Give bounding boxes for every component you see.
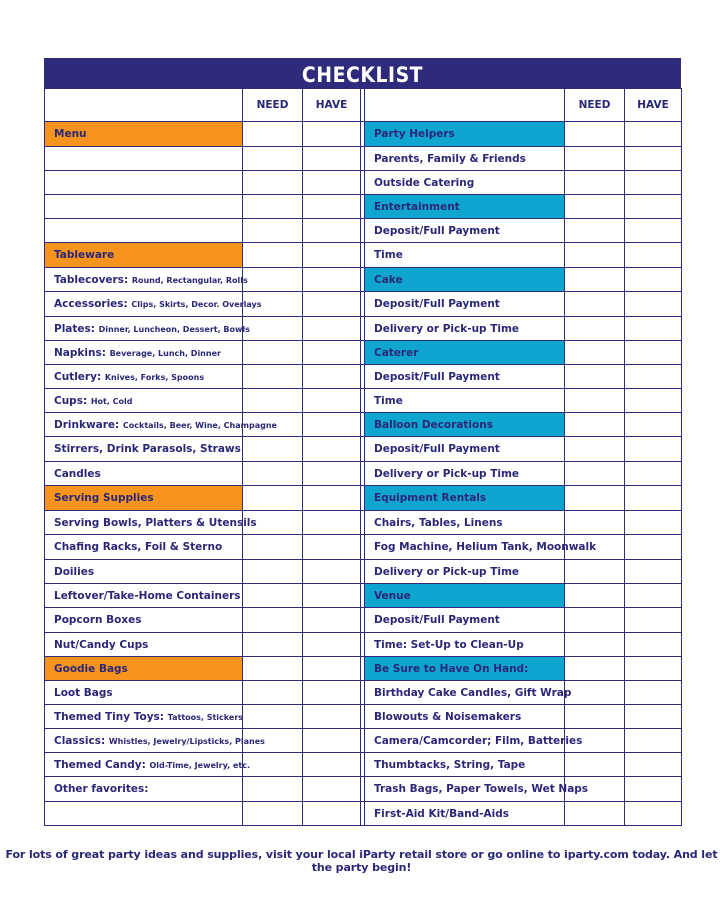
checklist-row xyxy=(45,268,682,292)
left-have-checkbox[interactable] xyxy=(303,171,361,195)
item-detail: Whistles, Jewelry/Lipsticks, Planes xyxy=(108,736,265,746)
checklist-row xyxy=(45,219,682,243)
item-detail: Cocktails, Beer, Wine, Champagne xyxy=(122,420,277,430)
checklist-row xyxy=(45,535,682,560)
item-label: Stirrers, Drink Parasols, Straws xyxy=(54,443,241,455)
right-need-checkbox[interactable] xyxy=(565,608,625,633)
right-have-checkbox[interactable] xyxy=(625,729,682,753)
right-checklist-item xyxy=(365,608,565,633)
right-checklist-item xyxy=(365,292,565,317)
right-have-header: HAVE xyxy=(625,89,682,122)
left-checklist-item xyxy=(45,437,243,462)
checklist-row xyxy=(45,147,682,171)
checklist-row xyxy=(45,122,682,147)
left-checklist-item xyxy=(45,535,243,560)
left-need-checkbox[interactable] xyxy=(243,171,303,195)
right-have-checkbox[interactable] xyxy=(625,122,682,147)
left-have-checkbox[interactable] xyxy=(303,437,361,462)
left-have-checkbox[interactable] xyxy=(303,122,361,147)
right-have-checkbox[interactable] xyxy=(625,317,682,341)
checklist-row xyxy=(45,608,682,633)
item-label: Drinkware: xyxy=(54,418,120,431)
left-checklist-item xyxy=(45,729,265,753)
item-label: Classics: xyxy=(54,734,106,747)
left-need-checkbox[interactable] xyxy=(243,389,303,413)
left-checklist-item xyxy=(45,413,277,437)
right-need-header: NEED xyxy=(565,89,625,122)
item-label: Blowouts & Noisemakers xyxy=(374,710,522,723)
item-detail: Knives, Forks, Spoons xyxy=(104,372,205,382)
left-blank-line xyxy=(45,195,243,219)
left-checklist-item xyxy=(45,268,248,292)
right-need-checkbox[interactable] xyxy=(565,511,625,535)
left-have-checkbox[interactable] xyxy=(303,657,361,681)
right-checklist-item xyxy=(365,243,565,268)
item-detail: Hot, Cold xyxy=(90,396,133,406)
right-checklist-item xyxy=(365,753,565,777)
item-label: Accessories: xyxy=(54,298,128,310)
right-need-checkbox[interactable] xyxy=(565,317,625,341)
item-label: Time: Set-Up to Clean-Up xyxy=(374,638,524,651)
right-checklist-item xyxy=(365,511,565,535)
item-label: Delivery or Pick-up Time xyxy=(374,565,520,578)
item-detail: Old-Time, Jewelry, etc. xyxy=(149,760,251,770)
left-have-checkbox[interactable] xyxy=(303,753,361,777)
left-checklist-item xyxy=(45,584,243,608)
right-have-checkbox[interactable] xyxy=(625,777,682,802)
item-label: Nut/Candy Cups xyxy=(54,638,149,651)
left-need-checkbox[interactable] xyxy=(243,341,303,365)
right-checklist-item xyxy=(365,633,565,657)
left-section-header: Goodie Bags xyxy=(45,657,243,681)
right-have-checkbox[interactable] xyxy=(625,147,682,171)
right-have-checkbox[interactable] xyxy=(625,633,682,657)
left-need-checkbox[interactable] xyxy=(243,219,303,243)
right-need-checkbox[interactable] xyxy=(565,243,625,268)
right-have-checkbox[interactable] xyxy=(625,365,682,389)
item-label: Plates: xyxy=(54,322,95,335)
left-need-checkbox[interactable] xyxy=(243,462,303,486)
left-checklist-item xyxy=(45,753,251,777)
right-checklist-item xyxy=(365,777,589,802)
left-need-checkbox[interactable] xyxy=(243,486,303,511)
left-need-checkbox[interactable] xyxy=(243,633,303,657)
item-label: Cups: xyxy=(54,394,88,407)
checklist-row xyxy=(45,633,682,657)
checklist-row xyxy=(45,802,682,826)
item-label: Deposit/Full Payment xyxy=(374,443,500,455)
item-label: Outside Catering xyxy=(374,176,475,189)
item-label: Doilies xyxy=(54,565,95,578)
right-checklist-item xyxy=(365,729,583,753)
checklist-row xyxy=(45,584,682,608)
left-checklist-item xyxy=(45,365,243,389)
right-checklist-item xyxy=(365,560,565,584)
right-checklist-item xyxy=(365,365,565,389)
left-have-checkbox[interactable] xyxy=(303,292,361,317)
left-have-checkbox[interactable] xyxy=(303,268,361,292)
checklist-sheet xyxy=(44,58,681,826)
checklist-row xyxy=(45,317,682,341)
left-need-checkbox[interactable] xyxy=(243,608,303,633)
left-blank-line xyxy=(45,147,243,171)
right-section-header: Cake xyxy=(365,268,565,292)
right-have-checkbox[interactable] xyxy=(625,535,682,560)
checklist-row xyxy=(45,486,682,511)
checklist-table xyxy=(44,88,682,826)
right-section-header: Entertainment xyxy=(365,195,565,219)
right-need-checkbox[interactable] xyxy=(565,437,625,462)
right-have-checkbox[interactable] xyxy=(625,486,682,511)
left-blank-line xyxy=(45,219,243,243)
item-label: Napkins: xyxy=(54,346,106,359)
right-have-checkbox[interactable] xyxy=(625,802,682,826)
right-section-header: Balloon Decorations xyxy=(365,413,565,437)
item-label: Candles xyxy=(54,467,101,480)
left-checklist-item xyxy=(45,511,257,535)
checklist-row xyxy=(45,389,682,413)
checklist-row xyxy=(45,365,682,389)
item-label: Trash Bags, Paper Towels, Wet Naps xyxy=(374,783,589,795)
right-have-checkbox[interactable] xyxy=(625,292,682,317)
right-need-checkbox[interactable] xyxy=(565,462,625,486)
left-need-checkbox[interactable] xyxy=(243,437,303,462)
left-need-checkbox[interactable] xyxy=(243,560,303,584)
checklist-row xyxy=(45,341,682,365)
footer-note: For lots of great party ideas and supplies, visit your local iParty retail store or go online to iparty.com today. And let the party begin! xyxy=(5,848,718,874)
item-detail: Clips, Skirts, Decor. Overlays xyxy=(131,300,262,309)
checklist-row xyxy=(45,753,682,777)
left-need-checkbox[interactable] xyxy=(243,365,303,389)
right-section-header: Venue xyxy=(365,584,565,608)
right-need-checkbox[interactable] xyxy=(565,341,625,365)
right-need-checkbox[interactable] xyxy=(565,365,625,389)
left-have-checkbox[interactable] xyxy=(303,243,361,268)
left-have-checkbox[interactable] xyxy=(303,584,361,608)
right-have-checkbox[interactable] xyxy=(625,657,682,681)
item-label: Thumbtacks, String, Tape xyxy=(374,758,526,771)
checklist-row xyxy=(45,511,682,535)
left-checklist-item xyxy=(45,292,262,317)
checklist-row xyxy=(45,705,682,729)
left-checklist-item xyxy=(45,777,243,802)
left-checklist-item xyxy=(45,462,243,486)
item-label: Popcorn Boxes xyxy=(54,614,142,626)
item-label: Themed Candy: xyxy=(54,758,146,771)
left-have-checkbox[interactable] xyxy=(303,705,361,729)
left-blank-line xyxy=(45,802,243,826)
right-need-checkbox[interactable] xyxy=(565,633,625,657)
left-need-checkbox[interactable] xyxy=(243,777,303,802)
right-section-header: Be Sure to Have On Hand: xyxy=(365,657,565,681)
checklist-row xyxy=(45,195,682,219)
right-have-checkbox[interactable] xyxy=(625,268,682,292)
left-have-checkbox[interactable] xyxy=(303,729,361,753)
right-checklist-item xyxy=(365,705,565,729)
left-have-checkbox[interactable] xyxy=(303,511,361,535)
left-checklist-item xyxy=(45,317,250,341)
right-need-checkbox[interactable] xyxy=(565,268,625,292)
right-have-checkbox[interactable] xyxy=(625,219,682,243)
right-header-label xyxy=(365,89,565,122)
right-checklist-item xyxy=(365,317,565,341)
right-have-checkbox[interactable] xyxy=(625,584,682,608)
left-have-checkbox[interactable] xyxy=(303,486,361,511)
right-need-checkbox[interactable] xyxy=(565,122,625,147)
right-checklist-item xyxy=(365,171,565,195)
left-need-checkbox[interactable] xyxy=(243,802,303,826)
left-have-checkbox[interactable] xyxy=(303,462,361,486)
item-label: Parents, Family & Friends xyxy=(374,152,526,165)
item-label: Themed Tiny Toys: xyxy=(54,710,165,723)
left-have-checkbox[interactable] xyxy=(303,365,361,389)
item-label: Other favorites: xyxy=(54,783,149,795)
left-need-header: NEED xyxy=(243,89,303,122)
right-section-header: Equipment Rentals xyxy=(365,486,565,511)
right-have-checkbox[interactable] xyxy=(625,341,682,365)
left-have-checkbox[interactable] xyxy=(303,535,361,560)
right-have-checkbox[interactable] xyxy=(625,681,682,705)
left-section-header: Serving Supplies xyxy=(45,486,243,511)
left-section-header: Tableware xyxy=(45,243,243,268)
item-label: Deposit/Full Payment xyxy=(374,298,500,310)
left-need-checkbox[interactable] xyxy=(243,268,303,292)
left-have-checkbox[interactable] xyxy=(303,560,361,584)
item-label: Delivery or Pick-up Time xyxy=(374,467,520,480)
left-have-checkbox[interactable] xyxy=(303,681,361,705)
left-need-checkbox[interactable] xyxy=(243,753,303,777)
right-need-checkbox[interactable] xyxy=(565,171,625,195)
left-checklist-item xyxy=(45,633,243,657)
left-have-checkbox[interactable] xyxy=(303,341,361,365)
right-checklist-item xyxy=(365,535,597,560)
right-need-checkbox[interactable] xyxy=(565,486,625,511)
item-label: Deposit/Full Payment xyxy=(374,614,500,626)
left-have-checkbox[interactable] xyxy=(303,195,361,219)
right-need-checkbox[interactable] xyxy=(565,681,625,705)
right-need-checkbox[interactable] xyxy=(565,389,625,413)
item-detail: Round, Rectangular, Rolls xyxy=(131,275,248,285)
item-label: Birthday Cake Candles, Gift Wrap xyxy=(374,686,572,699)
left-checklist-item xyxy=(45,341,243,365)
item-label: Time xyxy=(374,394,403,407)
item-label: First-Aid Kit/Band-Aids xyxy=(374,807,509,820)
item-detail: Beverage, Lunch, Dinner xyxy=(109,348,221,358)
left-need-checkbox[interactable] xyxy=(243,705,303,729)
left-need-checkbox[interactable] xyxy=(243,681,303,705)
left-have-header: HAVE xyxy=(303,89,361,122)
checklist-row xyxy=(45,729,682,753)
right-need-checkbox[interactable] xyxy=(565,292,625,317)
right-need-checkbox[interactable] xyxy=(565,802,625,826)
item-label: Chafing Racks, Foil & Sterno xyxy=(54,541,223,553)
right-section-header: Party Helpers xyxy=(365,122,565,147)
left-need-checkbox[interactable] xyxy=(243,317,303,341)
item-label: Deposit/Full Payment xyxy=(374,224,500,237)
right-need-checkbox[interactable] xyxy=(565,195,625,219)
left-have-checkbox[interactable] xyxy=(303,219,361,243)
item-label: Fog Machine, Helium Tank, Moonwalk xyxy=(374,541,597,553)
left-need-checkbox[interactable] xyxy=(243,122,303,147)
checklist-title: CHECKLIST xyxy=(44,58,681,88)
right-have-checkbox[interactable] xyxy=(625,413,682,437)
left-checklist-item xyxy=(45,705,243,729)
left-have-checkbox[interactable] xyxy=(303,389,361,413)
checklist-row xyxy=(45,681,682,705)
left-need-checkbox[interactable] xyxy=(243,535,303,560)
right-checklist-item xyxy=(365,681,572,705)
left-checklist-item xyxy=(45,608,243,633)
right-need-checkbox[interactable] xyxy=(565,147,625,171)
right-need-checkbox[interactable] xyxy=(565,219,625,243)
item-label: Deposit/Full Payment xyxy=(374,370,500,383)
item-label: Delivery or Pick-up Time xyxy=(374,322,520,335)
right-checklist-item xyxy=(365,389,565,413)
item-label: Time xyxy=(374,249,403,261)
left-have-checkbox[interactable] xyxy=(303,413,361,437)
item-label: Serving Bowls, Platters & Utensils xyxy=(54,516,257,529)
item-label: Loot Bags xyxy=(54,686,113,699)
right-have-checkbox[interactable] xyxy=(625,560,682,584)
left-have-checkbox[interactable] xyxy=(303,802,361,826)
left-have-checkbox[interactable] xyxy=(303,633,361,657)
left-have-checkbox[interactable] xyxy=(303,777,361,802)
right-need-checkbox[interactable] xyxy=(565,560,625,584)
right-have-checkbox[interactable] xyxy=(625,511,682,535)
right-have-checkbox[interactable] xyxy=(625,705,682,729)
left-checklist-item xyxy=(45,560,243,584)
right-need-checkbox[interactable] xyxy=(565,584,625,608)
right-have-checkbox[interactable] xyxy=(625,243,682,268)
right-need-checkbox[interactable] xyxy=(565,753,625,777)
left-need-checkbox[interactable] xyxy=(243,147,303,171)
left-blank-line xyxy=(45,171,243,195)
item-label: Chairs, Tables, Linens xyxy=(374,516,503,529)
right-need-checkbox[interactable] xyxy=(565,413,625,437)
right-have-checkbox[interactable] xyxy=(625,171,682,195)
right-have-checkbox[interactable] xyxy=(625,437,682,462)
right-need-checkbox[interactable] xyxy=(565,705,625,729)
item-label: Tablecovers: xyxy=(54,273,129,286)
left-section-header: Menu xyxy=(45,122,243,147)
right-checklist-item xyxy=(365,219,565,243)
right-have-checkbox[interactable] xyxy=(625,195,682,219)
left-header-label xyxy=(45,89,243,122)
left-checklist-item xyxy=(45,681,243,705)
checklist-row xyxy=(45,243,682,268)
right-checklist-item xyxy=(365,437,565,462)
checklist-row xyxy=(45,657,682,681)
right-checklist-item xyxy=(365,802,565,826)
left-checklist-item xyxy=(45,389,243,413)
right-checklist-item xyxy=(365,147,565,171)
right-have-checkbox[interactable] xyxy=(625,389,682,413)
right-have-checkbox[interactable] xyxy=(625,753,682,777)
checklist-row xyxy=(45,437,682,462)
left-need-checkbox[interactable] xyxy=(243,584,303,608)
checklist-row xyxy=(45,413,682,437)
left-have-checkbox[interactable] xyxy=(303,317,361,341)
left-need-checkbox[interactable] xyxy=(243,195,303,219)
column-header-row xyxy=(45,89,682,122)
checklist-row xyxy=(45,171,682,195)
checklist-row xyxy=(45,292,682,317)
right-checklist-item xyxy=(365,462,565,486)
item-detail: Tattoos, Stickers xyxy=(167,712,244,722)
item-label: Cutlery: xyxy=(54,370,102,383)
item-label: Leftover/Take-Home Containers xyxy=(54,589,241,602)
left-have-checkbox[interactable] xyxy=(303,147,361,171)
checklist-row xyxy=(45,560,682,584)
right-have-checkbox[interactable] xyxy=(625,462,682,486)
checklist-row xyxy=(45,777,682,802)
left-need-checkbox[interactable] xyxy=(243,657,303,681)
checklist-row xyxy=(45,462,682,486)
item-label: Camera/Camcorder; Film, Batteries xyxy=(374,734,583,747)
left-have-checkbox[interactable] xyxy=(303,608,361,633)
item-detail: Dinner, Luncheon, Dessert, Bowls xyxy=(98,324,250,334)
right-need-checkbox[interactable] xyxy=(565,657,625,681)
right-section-header: Caterer xyxy=(365,341,565,365)
right-have-checkbox[interactable] xyxy=(625,608,682,633)
left-need-checkbox[interactable] xyxy=(243,243,303,268)
